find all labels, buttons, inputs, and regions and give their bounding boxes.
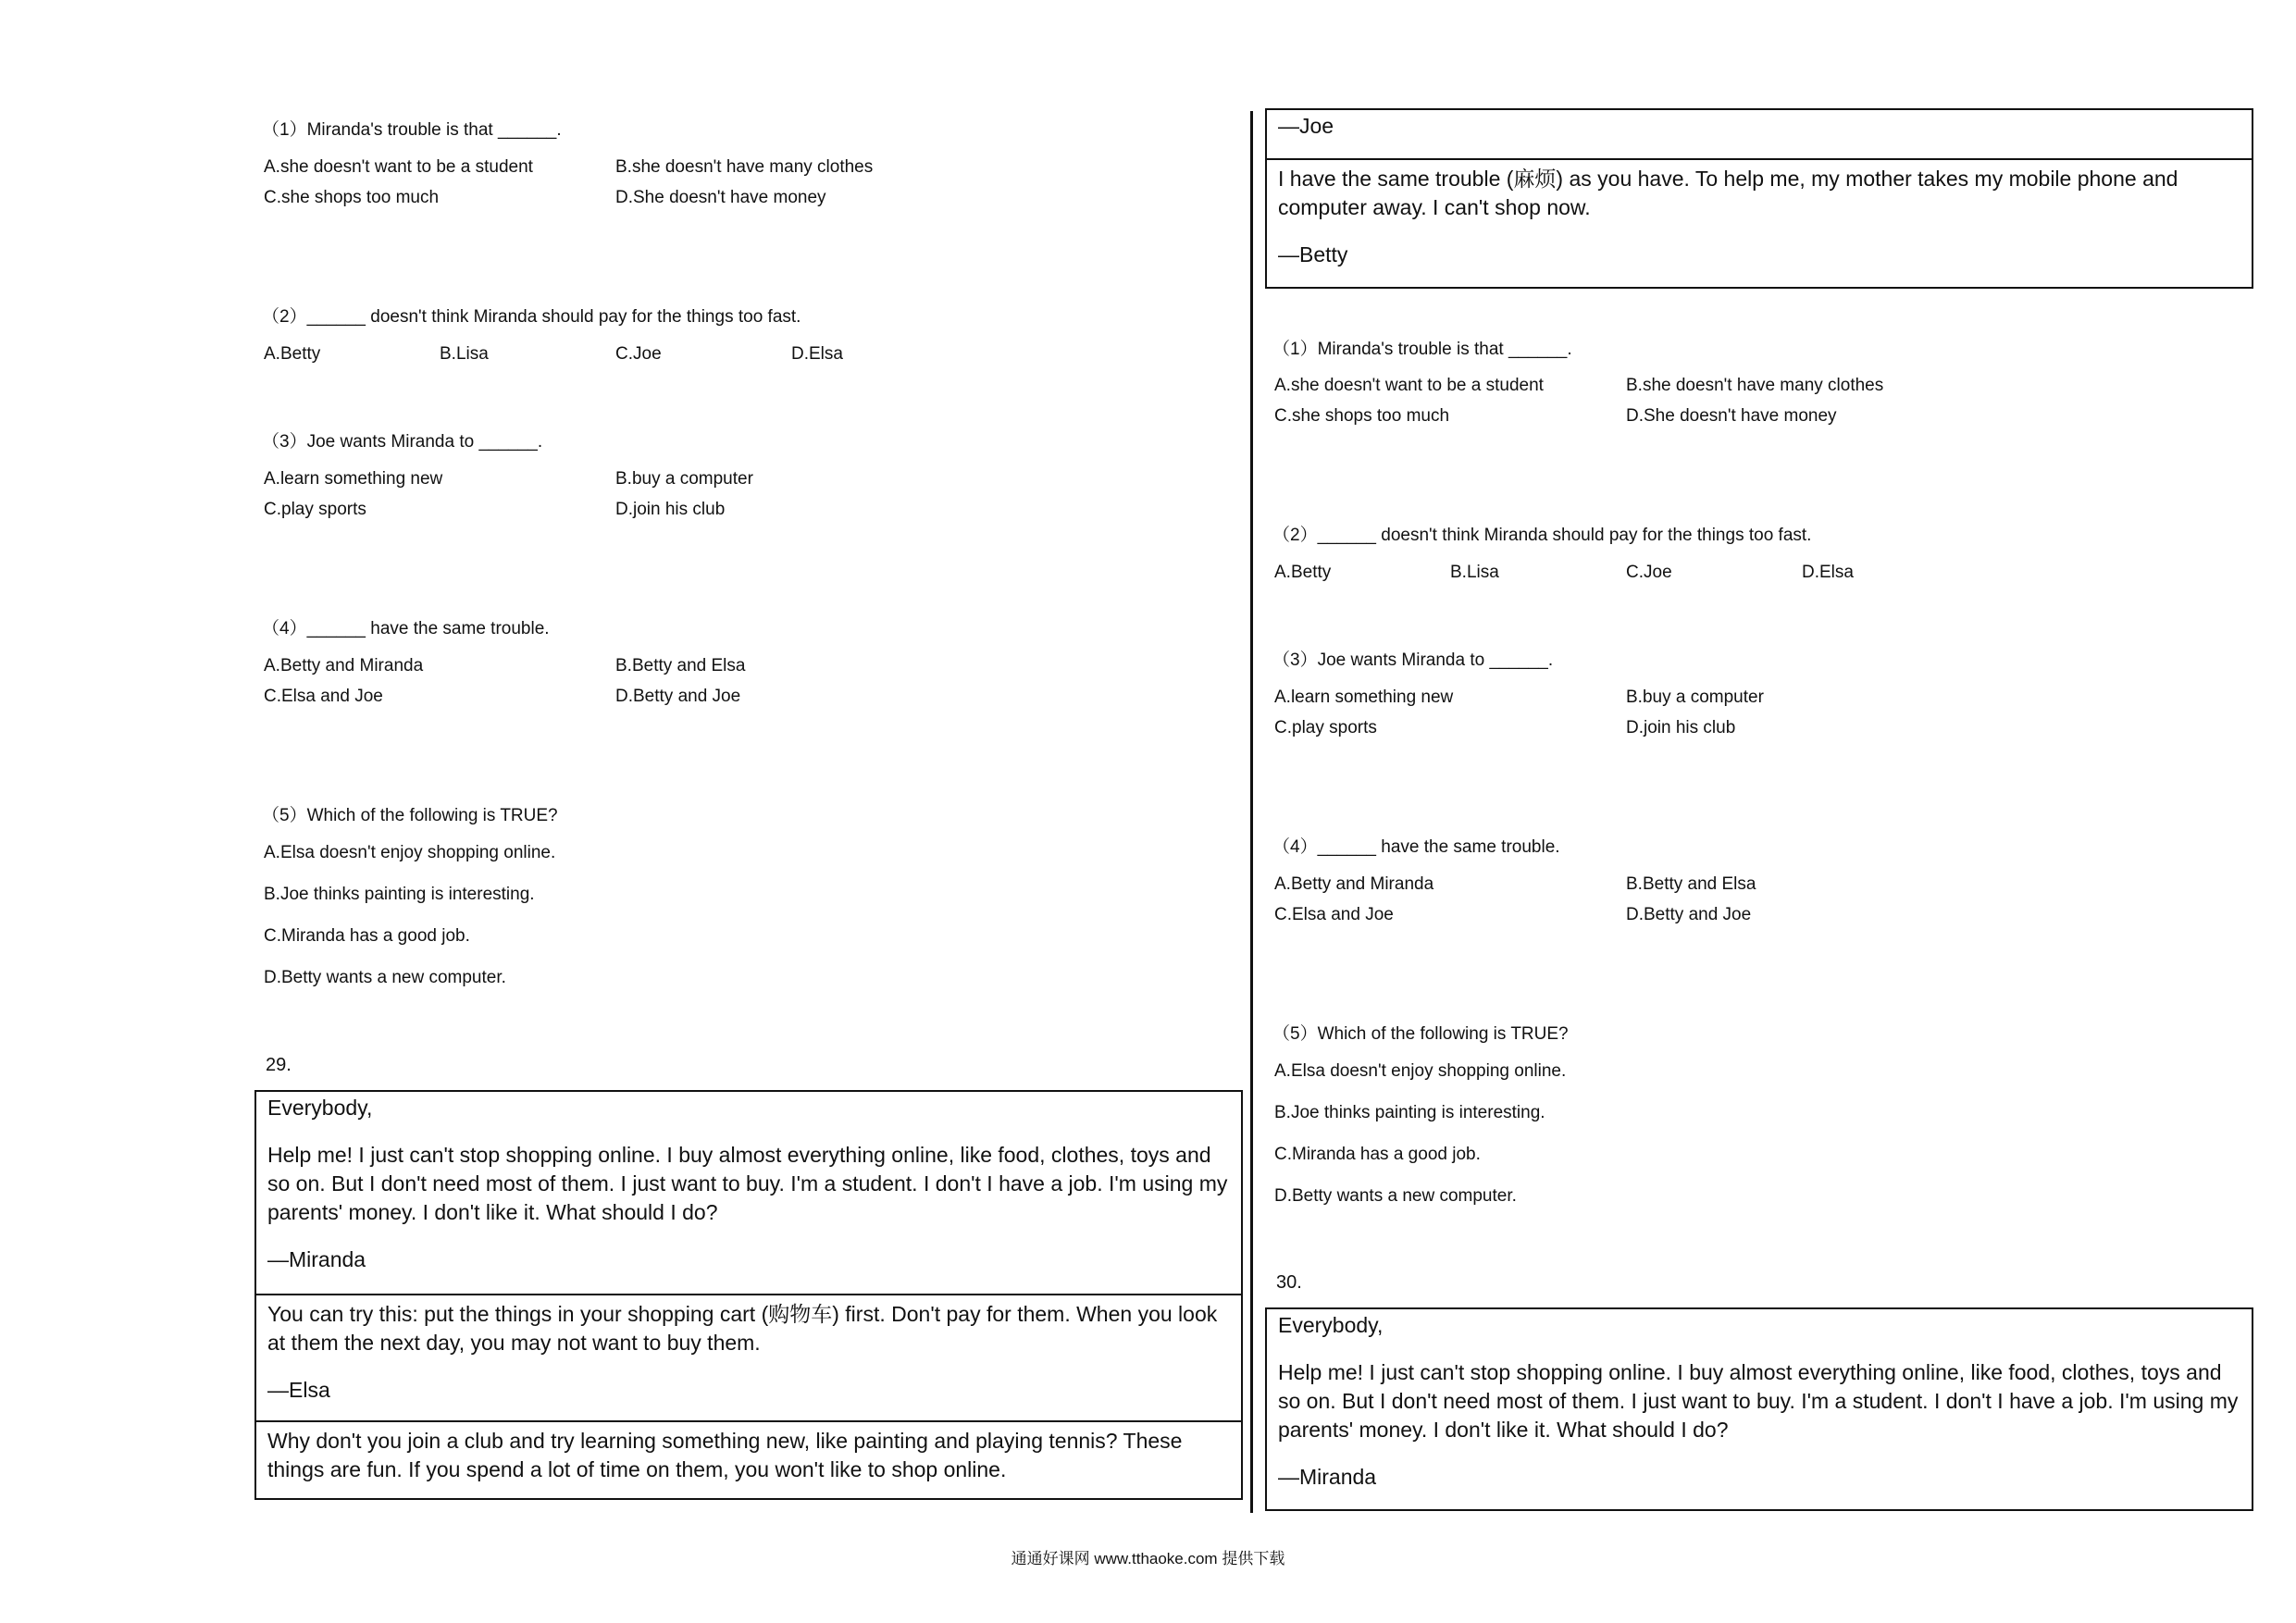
signature: —Elsa (267, 1378, 330, 1402)
signature: —Joe (1278, 114, 1334, 138)
option-c: C.Joe (1626, 563, 1672, 582)
option-d: D.She doesn't have money (615, 188, 826, 207)
option-c: C.she shops too much (264, 188, 440, 207)
reply-text: Why don't you join a club and try learning something new, like painting and playing tennis? These things are fun. If you spend a lot of time on them, you won't like to shop online. (267, 1429, 1183, 1481)
question-5-stem: （5）Which of the following is TRUE? (1272, 1024, 1569, 1044)
footer-credit: 通通好课网 www.tthaoke.com 提供下载 (1011, 1550, 1285, 1567)
option-d: D.join his club (1626, 718, 1736, 737)
option-d: D.Betty and Joe (1626, 905, 1752, 924)
signature: —Miranda (267, 1247, 366, 1271)
option-a: A.she doesn't want to be a student (264, 157, 533, 177)
option-a: A.learn something new (264, 469, 443, 489)
option-d: D.join his club (615, 500, 726, 519)
post-text: Help me! I just can't stop shopping online. I buy almost everything online, like food, clothes, toys and so on. But I don't need most of them. I just want to buy. I'm a student. I don't I have a job. I'm using my parents' money. I don't like it. What should I do? (267, 1143, 1228, 1224)
option-b: B.Betty and Elsa (1626, 874, 1756, 894)
question-4-stem: （4）______ have the same trouble. (1272, 837, 1560, 857)
question-1-stem: （1）Miranda's trouble is that ______. (1272, 340, 1572, 359)
betty-reply (1267, 160, 2252, 287)
option-c: C.she shops too much (1274, 406, 1450, 426)
miranda-post (1267, 1309, 2252, 1509)
option-c: C.Elsa and Joe (1274, 905, 1394, 924)
option-d: D.Elsa (791, 344, 843, 364)
option-a: A.Betty (264, 344, 321, 364)
option-a: A.learn something new (1274, 688, 1454, 707)
option-a: A.Betty and Miranda (1274, 874, 1434, 894)
question-3-stem: （3）Joe wants Miranda to ______. (262, 432, 543, 452)
option-a: A.Elsa doesn't enjoy shopping online. (1274, 1061, 1567, 1081)
question-3-stem: （3）Joe wants Miranda to ______. (1272, 650, 1554, 670)
option-a: A.Betty and Miranda (264, 656, 424, 675)
post-text: Help me! I just can't stop shopping online. I buy almost everything online, like food, clothes, toys and so on. But I don't need most of them. I just want to buy. I'm a student. I don't I have a job. I'm using my parents' money. I don't like it. What should I do? (1278, 1360, 2239, 1442)
option-b: B.Lisa (440, 344, 489, 364)
option-b: B.she doesn't have many clothes (1626, 376, 1884, 395)
passage-table-continued (1265, 108, 2253, 289)
reply-text: You can try this: put the things in your shopping cart (购物车) first. Don't pay for them. When you look at them the next day, you may not want to buy them. (267, 1302, 1218, 1355)
passage-table (254, 1090, 1243, 1500)
question-5-stem: （5）Which of the following is TRUE? (262, 806, 558, 825)
option-b: B.Joe thinks painting is interesting. (264, 885, 535, 904)
elsa-reply (256, 1295, 1241, 1422)
option-d: D.She doesn't have money (1626, 406, 1837, 426)
question-4-stem: （4）______ have the same trouble. (262, 619, 550, 638)
option-a: A.she doesn't want to be a student (1274, 376, 1544, 395)
question-number: 30. (1276, 1272, 1302, 1293)
option-c: C.Joe (615, 344, 662, 364)
miranda-post (256, 1092, 1241, 1295)
joe-signature-cell (1267, 110, 2252, 160)
option-c: C.Elsa and Joe (264, 687, 383, 706)
question-2-stem: （2）______ doesn't think Miranda should pay for the things too fast. (262, 307, 801, 327)
option-d: D.Betty wants a new computer. (264, 968, 506, 987)
signature: —Betty (1278, 242, 1348, 266)
option-d: D.Betty wants a new computer. (1274, 1186, 1517, 1206)
option-b: B.Joe thinks painting is interesting. (1274, 1103, 1545, 1122)
column-divider (1250, 111, 1253, 1513)
option-b: B.Lisa (1450, 563, 1499, 582)
option-c: C.Miranda has a good job. (264, 926, 470, 946)
greeting: Everybody, (1278, 1313, 1384, 1337)
option-a: A.Elsa doesn't enjoy shopping online. (264, 843, 556, 862)
option-c: C.play sports (1274, 718, 1377, 737)
passage-table (1265, 1307, 2253, 1511)
question-2-stem: （2）______ doesn't think Miranda should pay for the things too fast. (1272, 526, 1812, 545)
question-number: 29. (266, 1055, 292, 1075)
option-d: D.Betty and Joe (615, 687, 741, 706)
signature: —Miranda (1278, 1465, 1377, 1489)
option-b: B.buy a computer (1626, 688, 1764, 707)
joe-reply (256, 1422, 1241, 1498)
option-a: A.Betty (1274, 563, 1332, 582)
option-b: B.buy a computer (615, 469, 753, 489)
option-b: B.Betty and Elsa (615, 656, 746, 675)
option-c: C.Miranda has a good job. (1274, 1145, 1481, 1164)
option-b: B.she doesn't have many clothes (615, 157, 874, 177)
reply-text: I have the same trouble (麻烦) as you have. To help me, my mother takes my mobile phone and computer away. I can't shop now. (1278, 167, 2178, 219)
option-c: C.play sports (264, 500, 366, 519)
greeting: Everybody, (267, 1096, 373, 1120)
option-d: D.Elsa (1802, 563, 1854, 582)
question-1-stem: （1）Miranda's trouble is that ______. (262, 120, 562, 140)
